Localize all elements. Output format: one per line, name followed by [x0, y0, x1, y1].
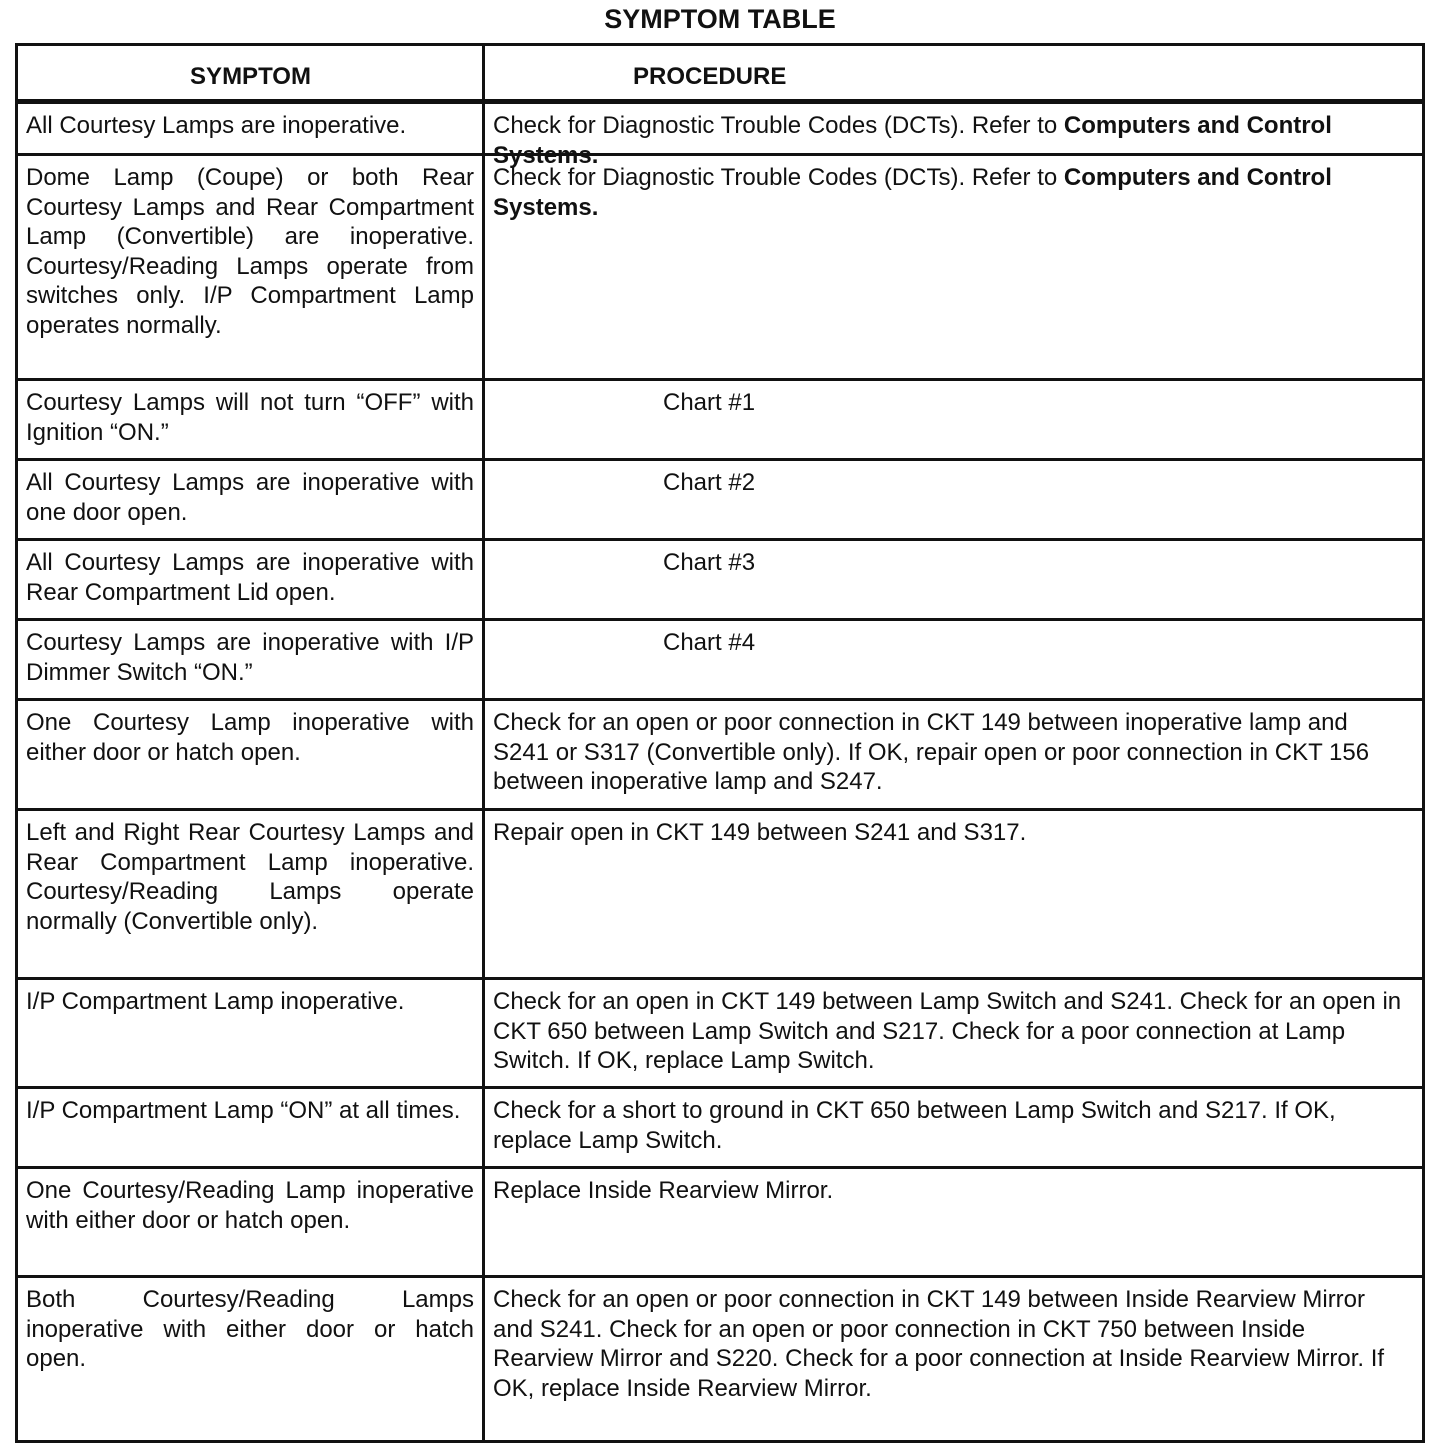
procedure-cell: Chart #2 [663, 469, 756, 496]
procedure-cell: Replace Inside Rearview Mirror. [493, 1177, 834, 1204]
procedure-text: Check for Diagnostic Trouble Codes (DCTs). Refer to [493, 164, 1064, 191]
procedure-reference: Computers and Control Systems. [493, 164, 1332, 221]
symptom-cell: All Courtesy Lamps are inoperative with one door open. [26, 469, 474, 526]
procedure-cell [493, 156, 1403, 222]
symptom-cell: Courtesy Lamps are inoperative with I/P Dimmer Switch “ON.” [26, 629, 474, 686]
page-title: SYMPTOM TABLE [604, 4, 836, 34]
symptom-cell: I/P Compartment Lamp inoperative. [26, 988, 405, 1015]
procedure-cell: Check for an open or poor connection in CKT 149 between inoperative lamp and S241 or S317 (Convertible only). If OK, repair open or poor connection in CKT 156 between inoperative lamp and S247. [493, 709, 1370, 795]
procedure-cell: Chart #1 [663, 389, 756, 416]
procedure-cell: Repair open in CKT 149 between S241 and S317. [493, 819, 1027, 846]
table-row [18, 538, 1422, 618]
procedure-cell: Check for an open or poor connection in CKT 149 between Inside Rearview Mirror and S241. Check for an open or poor connection in CKT 750 between Inside Rearview Mirror and S220. Check for a poor connection at Inside Rearview Mirror. If OK, replace Inside Rearview Mirror. [493, 1286, 1385, 1402]
column-divider [482, 46, 485, 1440]
procedure-header: PROCEDURE [633, 63, 787, 90]
procedure-text: Check for Diagnostic Trouble Codes (DCTs). Refer to [493, 112, 1064, 139]
table-row [18, 977, 1422, 1086]
procedure-cell: Chart #4 [663, 629, 756, 656]
table-row [18, 1086, 1422, 1166]
symptom-cell: All Courtesy Lamps are inoperative. [26, 112, 407, 139]
symptom-cell: Dome Lamp (Coupe) or both Rear Courtesy Lamps and Rear Compartment Lamp (Convertible) are inoperative. Courtesy/Reading Lamps operate from switches only. I/P Compartment Lamp operates normally. [26, 164, 474, 339]
symptom-cell: I/P Compartment Lamp “ON” at all times. [26, 1097, 461, 1124]
procedure-cell: Check for a short to ground in CKT 650 between Lamp Switch and S217. If OK, replace Lamp Switch. [493, 1097, 1336, 1154]
table-row [18, 1166, 1422, 1275]
symptom-table [15, 43, 1425, 1443]
symptom-cell: Both Courtesy/Reading Lamps inoperative with either door or hatch open. [26, 1286, 474, 1372]
table-row [18, 698, 1422, 808]
procedure-reference: Computers and Control Systems. [493, 112, 1332, 169]
symptom-cell: All Courtesy Lamps are inoperative with Rear Compartment Lid open. [26, 549, 474, 606]
table-row [18, 808, 1422, 977]
table-row [18, 101, 1422, 169]
symptom-cell: Courtesy Lamps will not turn “OFF” with Ignition “ON.” [26, 389, 474, 446]
procedure-cell: Chart #3 [663, 549, 756, 576]
table-row [18, 153, 1422, 378]
table-row [18, 458, 1422, 538]
table-header [18, 46, 1422, 104]
symptom-cell: Left and Right Rear Courtesy Lamps and Rear Compartment Lamp inoperative. Courtesy/Reading Lamps operate normally (Convertible only). [26, 819, 474, 935]
table-row [18, 378, 1422, 458]
symptom-header: SYMPTOM [190, 63, 311, 90]
symptom-cell: One Courtesy Lamp inoperative with either door or hatch open. [26, 709, 474, 766]
procedure-cell: Check for an open in CKT 149 between Lamp Switch and S241. Check for an open in CKT 650 between Lamp Switch and S217. Check for a poor connection at Lamp Switch. If OK, replace Lamp Switch. [493, 988, 1402, 1074]
table-row [18, 618, 1422, 698]
symptom-cell: One Courtesy/Reading Lamp inoperative with either door or hatch open. [26, 1177, 474, 1234]
table-row [18, 1275, 1422, 1440]
